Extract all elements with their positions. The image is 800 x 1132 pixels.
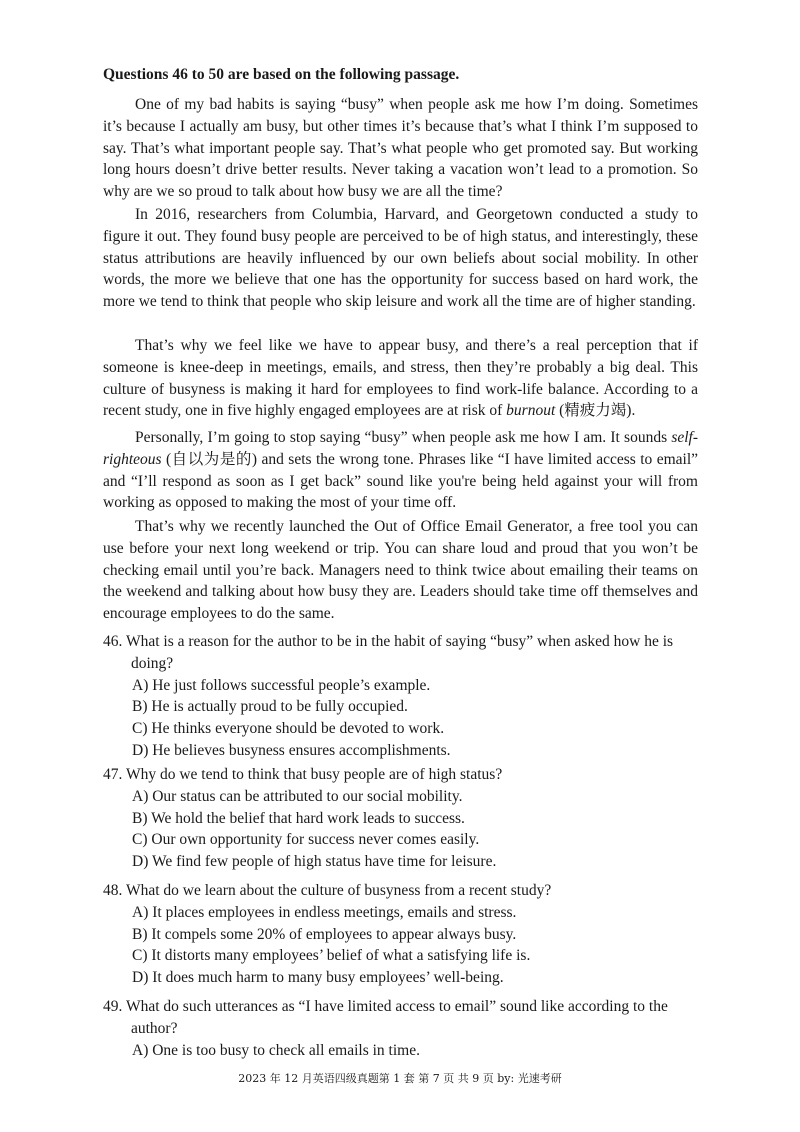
question-stem: 46. What is a reason for the author to be in the habit of saying “busy” when asked how he is doing? xyxy=(103,633,674,672)
option-c: C) It distorts many employees’ belief of what a satisfying life is. xyxy=(132,947,531,965)
passage-paragraph-4 xyxy=(103,427,698,514)
page-footer: 2023 年 12 月英语四级真题第 1 套 第 7 页 共 9 页 by: 光速考研 xyxy=(238,1072,562,1085)
paragraph-3-text: That’s why we feel like we have to appear busy, and there’s a real perception that if someone is knee-deep in meetings, emails, and stress, then they’re probably a big deal. This culture of busyness is making it hard for employees to find work-life balance. According to a recent study, one in five highly engaged employees are at risk of xyxy=(103,337,698,420)
question-49 xyxy=(103,996,703,1061)
passage-paragraph-1: One of my bad habits is saying “busy” when people ask me how I’m doing. Sometimes it’s because I actually am busy, but other times it’s because that’s what I think I’m supposed to say. That’s what important people say. That’s what people who get promoted say. But working long hours doesn’t drive better results. Never taking a vacation won’t lead to a promotion. So why are we so proud to talk about how busy we are all the time? xyxy=(103,96,698,201)
option-a: A) One is too busy to check all emails in time. xyxy=(132,1041,420,1059)
option-b: B) We hold the belief that hard work leads to success. xyxy=(132,809,465,827)
question-stem: 49. What do such utterances as “I have limited access to email” sound like according to the author? xyxy=(103,998,668,1037)
passage-paragraph-3 xyxy=(103,335,698,422)
term-burnout: burnout xyxy=(506,402,556,420)
term-self-righteous: self-righteous xyxy=(103,429,698,468)
option-a: A) It places employees in endless meetings, emails and stress. xyxy=(132,903,517,921)
passage-paragraph-2: In 2016, researchers from Columbia, Harvard, and Georgetown conducted a study to figure it out. They found busy people are perceived to be of high status, and interestingly, these status attributions are heavily influenced by our own beliefs about social mobility. In other words, the more we believe that one has the opportunity for success based on hard work, the more we tend to think that people who skip leisure and work all the time are of higher standing. xyxy=(103,206,698,311)
option-d: D) We find few people of high status have time for leisure. xyxy=(132,853,497,871)
section-heading: Questions 46 to 50 are based on the following passage. xyxy=(103,66,460,83)
option-b: B) He is actually proud to be fully occupied. xyxy=(132,698,408,716)
paragraph-4-text-end: (自以为是的) and sets the wrong tone. Phrases like “I have limited access to email” and “I’ll respond as soon as I get back” sound like you're being held against your will from working as opposed to making the most of your time off. xyxy=(103,450,698,512)
question-stem: 48. What do we learn about the culture of busyness from a recent study? xyxy=(103,882,552,899)
term-burnout-gloss: (精疲力竭). xyxy=(555,402,636,420)
question-47 xyxy=(103,764,703,873)
question-stem: 47. Why do we tend to think that busy people are of high status? xyxy=(103,766,503,783)
option-b: B) It compels some 20% of employees to appear always busy. xyxy=(132,925,517,943)
passage-paragraph-5: That’s why we recently launched the Out of Office Email Generator, a free tool you can use before your next long weekend or trip. You can share loud and proud that you won’t be checking email until you’re back. Managers need to think twice about emailing their teams on the weekend and talking about how busy they are. Leaders should take time off themselves and encourage employees to do the same. xyxy=(103,518,698,623)
option-c: C) He thinks everyone should be devoted to work. xyxy=(132,720,445,738)
question-48 xyxy=(103,880,703,989)
option-a: A) Our status can be attributed to our social mobility. xyxy=(132,787,463,805)
option-d: D) He believes busyness ensures accomplishments. xyxy=(132,741,451,759)
question-46 xyxy=(103,631,703,762)
option-c: C) Our own opportunity for success never comes easily. xyxy=(132,831,480,849)
paragraph-4-text-start: Personally, I’m going to stop saying “busy” when people ask me how I am. It sounds xyxy=(135,429,672,446)
option-d: D) It does much harm to many busy employees’ well-being. xyxy=(132,969,504,987)
option-a: A) He just follows successful people’s example. xyxy=(132,676,431,694)
